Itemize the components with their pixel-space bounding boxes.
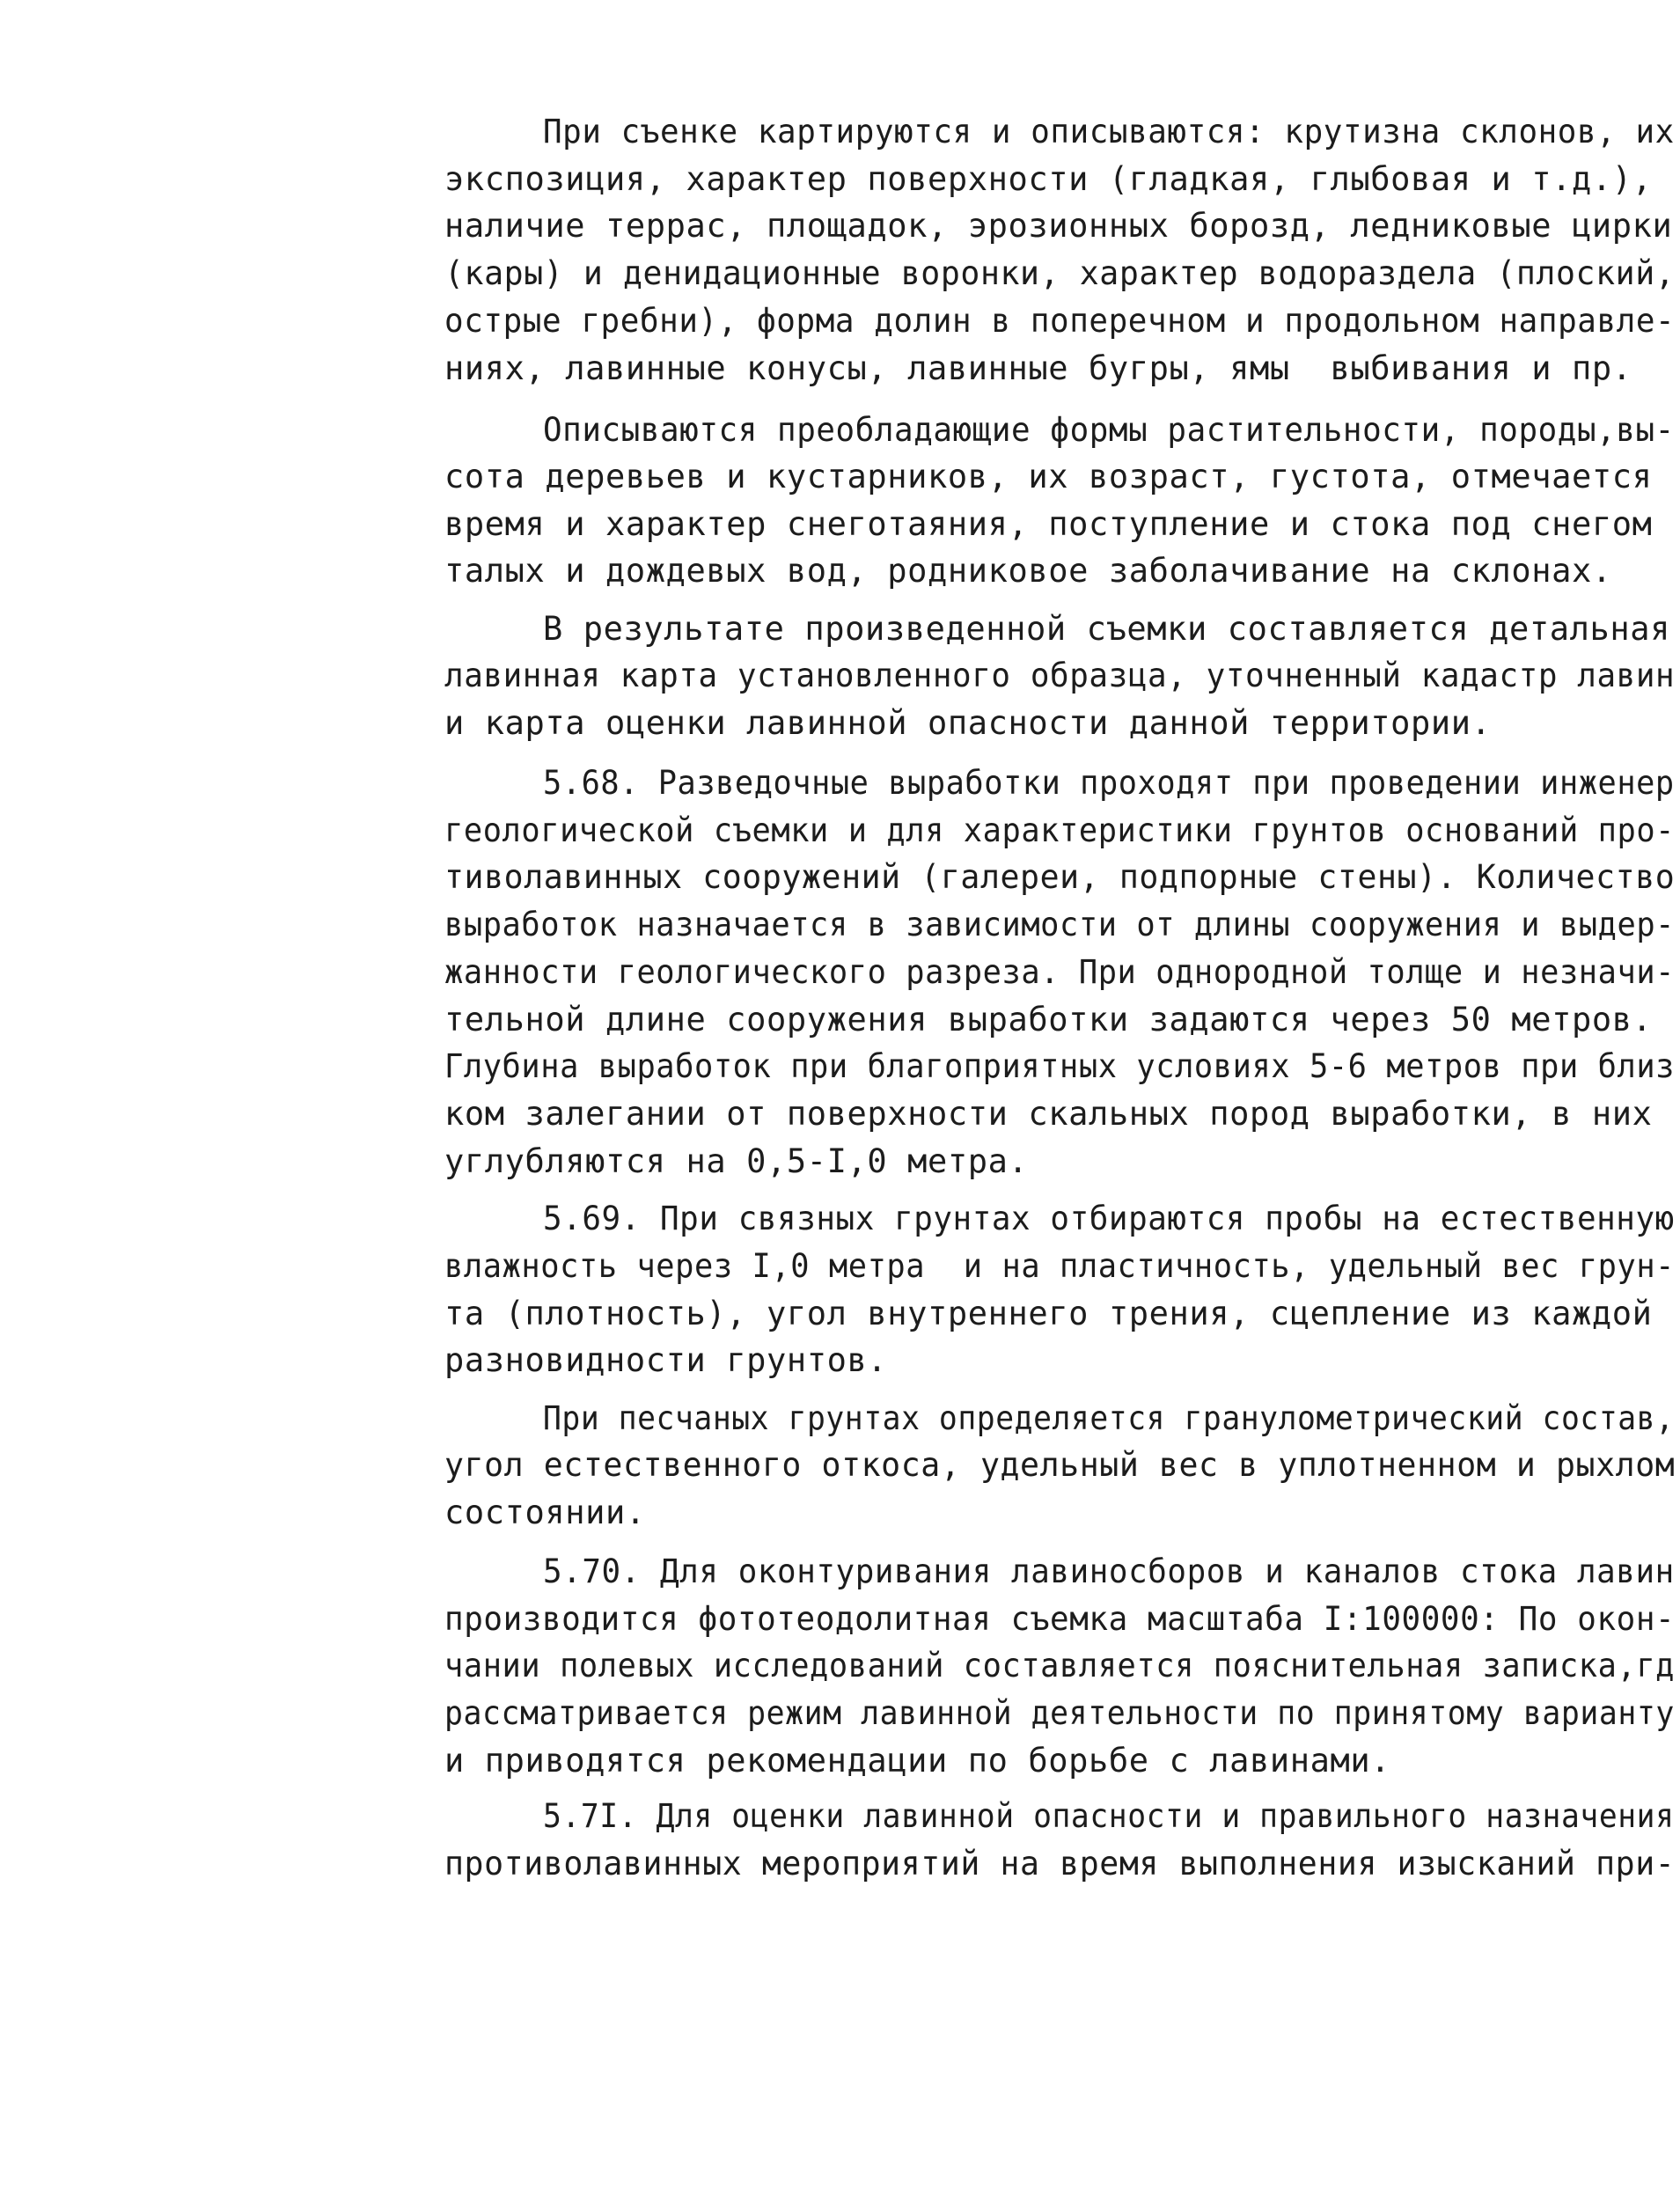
- text-line: рассматривается режим лавинной деятельности по принятому варианту: [444, 1694, 1675, 1732]
- text-line: ком залегании от поверхности скальных пород выработки, в них: [444, 1095, 1653, 1133]
- text-line: экспозиция, характер поверхности (гладкая, глыбовая и т.д.),: [444, 160, 1653, 198]
- text-line: 5.69. При связных грунтах отбираются пробы на естественную: [543, 1200, 1675, 1237]
- text-line: 5.70. Для оконтуривания лавиносборов и каналов стока лавин: [543, 1552, 1675, 1590]
- text-line: та (плотность), угол внутреннего трения, сцепление из каждой: [444, 1295, 1653, 1332]
- text-line: жанности геологического разреза. При однородной толще и незначи-: [444, 953, 1676, 991]
- text-line: время и характер снеготаяния, поступление и стока под снегом: [444, 505, 1653, 543]
- text-line: разновидности грунтов.: [444, 1341, 888, 1379]
- text-line: острые гребни), форма долин в поперечном и продольном направле-: [444, 302, 1676, 340]
- text-line: производится фототеодолитная съемка масштаба I:100000: По окон-: [444, 1600, 1676, 1638]
- text-line: 5.7I. Для оценки лавинной опасности и правильного назначения: [543, 1797, 1675, 1835]
- text-line: Описываются преобладающие формы растительности, породы,вы-: [543, 411, 1675, 449]
- text-line: В результате произведенной съемки составляется детальная: [543, 610, 1671, 648]
- text-line: сота деревьев и кустарников, их возраст, густота, отмечается: [444, 458, 1653, 495]
- text-line: (кары) и денидационные воронки, характер водораздела (плоский,: [444, 254, 1676, 292]
- text-line: талых и дождевых вод, родниковое заболачивание на склонах.: [444, 552, 1612, 590]
- text-line: геологической съемки и для характеристики грунтов оснований про-: [444, 811, 1676, 849]
- text-line: При песчаных грунтах определяется гранулометрический состав,: [543, 1399, 1675, 1437]
- text-line: и карта оценки лавинной опасности данной территории.: [444, 704, 1492, 742]
- text-line: наличие террас, площадок, эрозионных борозд, ледниковые цирки: [444, 207, 1673, 245]
- text-line: противолавинных мероприятий на время выполнения изысканий при-: [444, 1845, 1676, 1883]
- text-line: тиволавинных сооружений (галереи, подпорные стены). Количество: [444, 858, 1676, 896]
- text-line: влажность через I,0 метра и на пластичность, удельный вес грун-: [444, 1247, 1676, 1285]
- text-line: и приводятся рекомендации по борьбе с лавинами.: [444, 1742, 1391, 1780]
- text-line: При съенке картируются и описываются: крутизна склонов, их: [543, 113, 1675, 150]
- text-line: ниях, лавинные конусы, лавинные бугры, ямы выбивания и пр.: [444, 349, 1632, 387]
- text-line: 5.68. Разведочные выработки проходят при проведении инженер: [543, 764, 1675, 802]
- text-line: выработок назначается в зависимости от длины сооружения и выдер-: [444, 906, 1676, 943]
- text-line: углубляются на 0,5-I,0 метра.: [444, 1142, 1029, 1180]
- text-line: угол естественного откоса, удельный вес в уплотненном и рыхлом: [444, 1446, 1676, 1484]
- text-line: тельной длине сооружения выработки задаются через 50 метров.: [444, 1001, 1653, 1039]
- text-line: Глубина выработок при благоприятных условиях 5-6 метров при близ: [444, 1047, 1676, 1085]
- text-line: лавинная карта установленного образца, уточненный кадастр лавин: [444, 657, 1676, 694]
- text-line: состоянии.: [444, 1494, 646, 1531]
- text-line: чании полевых исследований составляется пояснительная записка,гд: [444, 1647, 1676, 1685]
